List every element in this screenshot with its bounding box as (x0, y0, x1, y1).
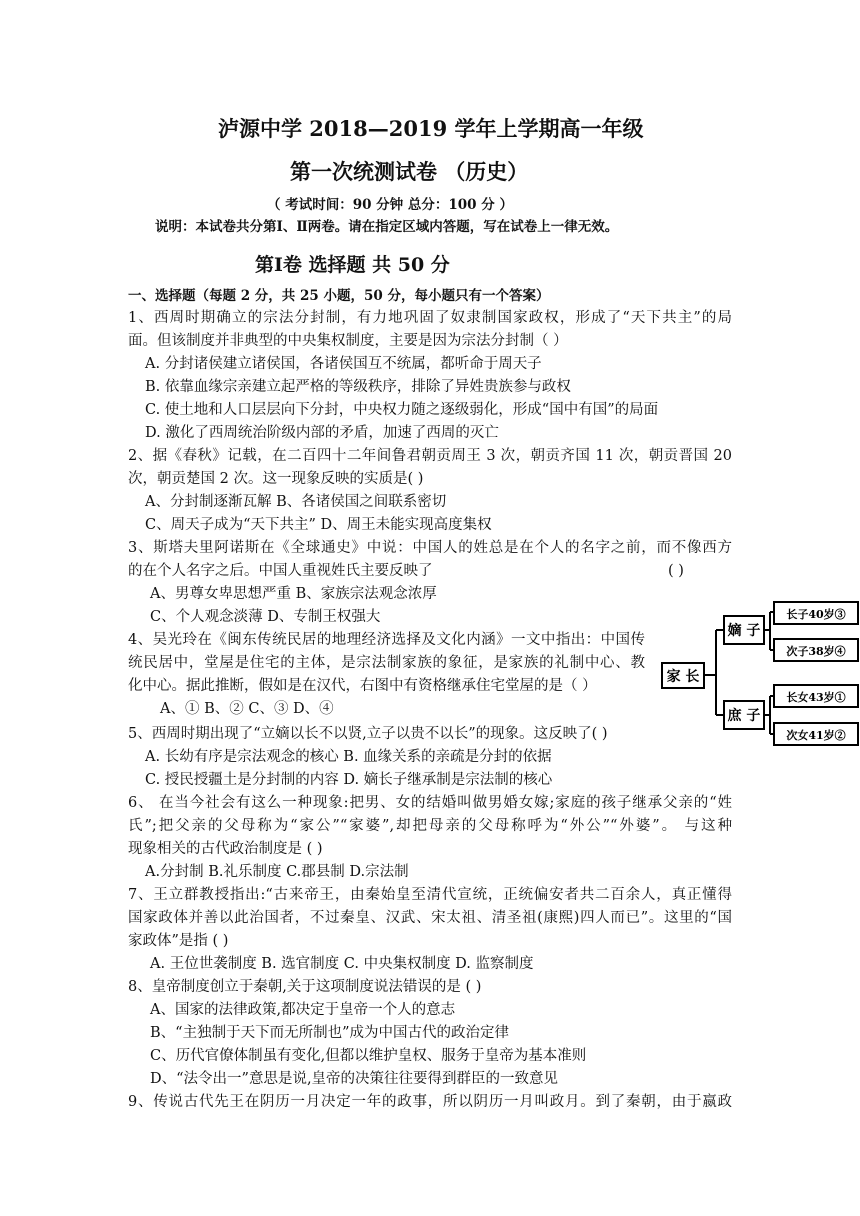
q3-options-ab: A、男尊女卑思想严重 B、家族宗法观念浓厚 (150, 586, 437, 602)
q8-option-a: A、国家的法律政策,都决定于皇帝一个人的意志 (150, 1002, 456, 1018)
tree-child-1-label: 长子40岁③ (786, 608, 846, 621)
q6-stem-line2: 氏”;把父亲的父母称为“家公”“家婆”,却把母亲的父母称呼为“外公”“外婆”。 与这种 (128, 818, 732, 834)
q1-option-c: C. 使土地和人口层层向下分封，中央权力随之逐级弱化，形成“国中有国”的局面 (145, 402, 659, 418)
q3-answer-paren: ( ) (668, 563, 684, 579)
q8-option-b: B、“主独制于天下而无所制也”成为中国古代的政治定律 (150, 1025, 509, 1041)
q7-stem-line2: 国家政体并善以此治国者，不过秦皇、汉武、宋太祖、清圣祖(康熙)四人而已”。这里的“国 (128, 910, 732, 926)
q2-stem-line2: 次，朝贡楚国 2 次。这一现象反映的实质是( ) (128, 471, 424, 487)
tree-child-3-label: 长女43岁① (786, 691, 846, 704)
q4-stem-line1: 4、吴光玲在《闽东传统民居的地理经济选择及文化内涵》一文中指出：中国传 (128, 632, 645, 648)
q7-stem-line1: 7、王立群教授指出:“古来帝王，由秦始皇至清代宣统，正统偏安者共二百余人，真正懂得 (128, 887, 732, 903)
tree-child-2-label: 次子38岁④ (786, 645, 846, 658)
section-title: 一、选择题（每题 2 分，共 25 小题，50 分，每小题只有一个答案） (128, 288, 550, 304)
q3-options-cd: C、个人观念淡薄 D、专制王权强大 (150, 609, 381, 625)
q5-options-cd: C. 授民授疆土是分封制的内容 D. 嫡长子继承制是宗法制的核心 (145, 772, 553, 788)
q1-option-d: D. 激化了西周统治阶级内部的矛盾，加速了西周的灭亡 (145, 425, 499, 441)
exam-title-line1: 泸源中学 2018—2019 学年上学期高一年级 (218, 116, 644, 141)
tree-shu-label: 庶 子 (727, 708, 761, 724)
q5-stem: 5、西周时期出现了“立嫡以长不以贤,立子以贵不以长”的现象。这反映了( ) (128, 726, 608, 742)
exam-note: 说明：本试卷共分第Ⅰ、Ⅱ两卷。请在指定区域内答题，写在试卷上一律无效。 (155, 219, 619, 235)
q7-stem-line3: 家政体”是指 ( ) (128, 933, 229, 949)
exam-title-line2: 第一次统测试卷 （历史） (290, 159, 529, 184)
q1-option-a: A. 分封诸侯建立诸侯国，各诸侯国互不统属，都听命于周天子 (145, 356, 542, 372)
tree-di-label: 嫡 子 (727, 623, 761, 639)
tree-root-label: 家 长 (666, 669, 700, 685)
q2-stem-line1: 2、据《春秋》记载，在二百四十二年间鲁君朝贡周王 3 次，朝贡齐国 11 次，朝贡晋国 20 (128, 448, 732, 464)
q2-options-ab: A、分封制逐渐瓦解 B、各诸侯国之间联系密切 (145, 494, 447, 510)
q1-stem-line1: 1、西周时期确立的宗法分封制，有力地巩固了奴隶制国家政权，形成了“天下共主”的局 (128, 310, 732, 326)
q1-option-b: B. 依靠血缘宗亲建立起严格的等级秩序，排除了异姓贵族参与政权 (145, 379, 571, 395)
exam-info: （ 考试时间：90 分钟 总分：100 分 ） (267, 197, 513, 213)
q8-option-c: C、历代官僚体制虽有变化,但都以维护皇权、服务于皇帝为基本准则 (150, 1048, 587, 1064)
q1-stem-line2: 面。但该制度并非典型的中央集权制度，主要是因为宗法分封制（ ） (128, 333, 568, 349)
family-tree-diagram (660, 600, 860, 750)
q3-stem-line2: 的在个人名字之后。中国人重视姓氏主要反映了 (128, 563, 433, 579)
part-title: 第Ⅰ卷 选择题 共 50 分 (255, 254, 450, 276)
q7-options: A. 王位世袭制度 B. 选官制度 C. 中央集权制度 D. 监察制度 (150, 956, 534, 972)
q6-stem-line1: 6、 在当今社会有这么一种现象:把男、女的结婚叫做男婚女嫁;家庭的孩子继承父亲的“姓 (128, 795, 732, 811)
q9-stem-line1: 9、传说古代先王在阴历一月决定一年的政事，所以阴历一月叫政月。到了秦朝，由于嬴政 (128, 1094, 732, 1110)
q6-stem-line3: 现象相关的古代政治制度是 ( ) (128, 841, 323, 857)
q3-stem-line1: 3、斯塔夫里阿诺斯在《全球通史》中说：中国人的姓总是在个人的名字之前，而不像西方 (128, 540, 732, 556)
q8-stem: 8、皇帝制度创立于秦朝,关于这项制度说法错误的是 ( ) (128, 979, 482, 995)
q2-options-cd: C、周天子成为“天下共主” D、周王未能实现高度集权 (145, 517, 492, 533)
q4-stem-line2: 统民居中，堂屋是住宅的主体，是宗法制家族的象征，是家族的礼制中心、教 (128, 655, 645, 671)
q6-options: A.分封制 B.礼乐制度 C.郡县制 D.宗法制 (145, 864, 409, 880)
q4-stem-line3: 化中心。据此推断，假如是在汉代，右图中有资格继承住宅堂屋的是（ ） (128, 678, 597, 694)
q4-options: A、① B、② C、③ D、④ (160, 701, 334, 717)
tree-child-4-label: 次女41岁② (786, 729, 846, 742)
q5-options-ab: A. 长幼有序是宗法观念的核心 B. 血缘关系的亲疏是分封的依据 (145, 749, 552, 765)
q8-option-d: D、“法令出一”意思是说,皇帝的决策往往要得到群臣的一致意见 (150, 1071, 559, 1087)
